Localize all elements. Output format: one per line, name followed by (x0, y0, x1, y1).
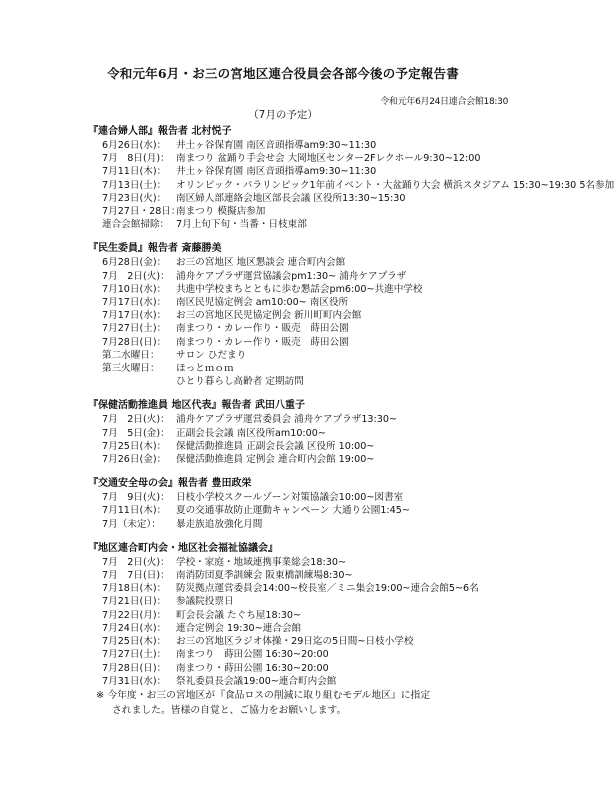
schedule-text: 南まつり 模擬店参加 (176, 206, 266, 218)
schedule-date: 7月18日(木)： (102, 583, 167, 595)
schedule-row (88, 569, 528, 582)
schedule-row (88, 283, 528, 296)
schedule-row (88, 504, 528, 517)
report-section (88, 541, 528, 688)
schedule-date: 7月26日(金)： (102, 454, 167, 466)
schedule-text: 7月上旬下旬・当番・日枝東部 (176, 219, 307, 231)
schedule-row (88, 205, 528, 218)
report-sections (88, 124, 614, 698)
schedule-row (88, 256, 528, 269)
section-header: 『保健活動推進員 地区代表』報告者 武田八重子 (88, 400, 305, 412)
section-header: 『民生委員』報告者 斎藤勝美 (88, 243, 222, 255)
schedule-text: サロン ひだまり (176, 349, 247, 361)
schedule-date: 7月10日(水)： (102, 283, 167, 295)
schedule-text: お三の宮地区 地区懇談会 連合町内会館 (176, 257, 346, 269)
section-header: 『地区連合町内会・地区社会福祉協議会』 (88, 542, 278, 554)
schedule-row (88, 139, 528, 152)
schedule-date: 7月17日(水)： (102, 297, 167, 309)
schedule-date: 7月 5日(金)： (102, 427, 170, 439)
schedule-date: 7月22日(月)： (102, 609, 167, 621)
schedule-text: 連合定例会 19:30~連合会館 (176, 622, 302, 634)
schedule-text: 暴走族追放強化月間 (176, 518, 263, 530)
schedule-date: 7月13日(土)： (102, 179, 167, 191)
schedule-row (88, 179, 614, 192)
report-section (88, 124, 614, 231)
schedule-text: ひとり暮らし高齢者 定期訪問 (176, 376, 304, 388)
schedule-row (88, 609, 528, 622)
schedule-text: お三の宮地区ラジオ体操・29日迄の5日間~日枝小学校 (176, 636, 414, 648)
schedule-text: 共進中学校まちとともに歩む懇話会pm6:00~共進中学校 (176, 283, 423, 295)
schedule-date: 7月11日(木)： (102, 166, 167, 178)
schedule-row (88, 152, 528, 165)
schedule-row (88, 165, 528, 178)
schedule-text: 参議院投票日 (176, 596, 234, 608)
schedule-row (88, 582, 528, 595)
schedule-text: 保健活動推進員 定例会 連合町内会館 19:00~ (176, 454, 375, 466)
schedule-row (88, 322, 528, 335)
schedule-date: 7月17日(水)： (102, 310, 167, 322)
schedule-date: 第三火曜日： (102, 363, 160, 375)
schedule-text: 町会長会議 たぐち屋18:30~ (176, 609, 302, 621)
meeting-date: 令和元年6月24日連合会館18:30 (380, 97, 508, 107)
report-section (88, 476, 528, 531)
schedule-date: 7月27日(土)： (102, 323, 167, 335)
schedule-date: 7月21日(日)： (102, 596, 167, 608)
schedule-row (88, 635, 528, 648)
schedule-date: 連合会館掃除： (102, 219, 170, 231)
schedule-date: 7月27日(土)： (102, 649, 167, 661)
schedule-row (88, 218, 528, 231)
schedule-date: 7月24日(水)： (102, 622, 167, 634)
schedule-date: 7月 9日(火)： (102, 492, 170, 504)
schedule-text: 夏の交通事故防止運動キャンペーン 大通り公園1:45~ (176, 505, 410, 517)
schedule-row (88, 362, 528, 375)
schedule-text: 南まつり・カレー作り・販売 蒔田公園 (176, 336, 349, 348)
schedule-text: 保健活動推進員 正副会長会議 区役所 10:00~ (176, 440, 375, 452)
schedule-date: 第二水曜日： (102, 349, 160, 361)
schedule-row (88, 427, 528, 440)
schedule-text: ほっとｍｏｍ (176, 363, 234, 375)
schedule-text: 南まつり 盆踊り手会せ会 大岡地区センター2Fレクホール9:30~12:00 (176, 153, 481, 165)
schedule-subheading: （7月の予定） (248, 109, 318, 121)
report-section (88, 241, 528, 388)
document-title: 令和元年6月・お三の宮地区連合役員会各部今後の予定報告書 (107, 66, 459, 81)
schedule-text: 南まつり 蒔田公園 16:30~20:00 (176, 649, 329, 661)
schedule-text: 浦舟ケアプラザ運営委員会 浦舟ケアプラザ13:30~ (176, 414, 398, 426)
footnote-line-1: ※ 今年度・お三の宮地区が『食品ロスの削減に取り組むモデル地区』に指定 (96, 690, 431, 701)
schedule-row (88, 595, 528, 608)
schedule-text: 南区婦人部連絡会地区部長会議 区役所13:30~15:30 (176, 192, 406, 204)
section-header: 『交通安全母の会』報告者 豊田政栄 (88, 478, 252, 490)
schedule-text: 日枝小学校スクールゾーン対策協議会10:00~図書室 (176, 492, 404, 504)
schedule-text: 正副会長会議 南区役所am10:00~ (176, 427, 326, 439)
schedule-row (88, 413, 528, 426)
schedule-row (88, 453, 528, 466)
schedule-text: 井土ヶ谷保育園 南区音頭指導am9:30~11:30 (176, 140, 377, 151)
report-section (88, 398, 528, 466)
schedule-text: 浦舟ケアプラザ運営協議会pm1:30~ 浦舟ケアプラザ (176, 270, 407, 282)
schedule-row (88, 491, 528, 504)
schedule-row (88, 192, 528, 205)
schedule-date: 7月28日(日)： (102, 662, 167, 674)
schedule-date: 6月26日(水)： (102, 140, 167, 151)
schedule-text: 防災拠点運営委員会14:00~校長室／ミニ集会19:00~連合会館5~6名 (176, 583, 479, 595)
schedule-row (88, 675, 528, 688)
schedule-date: 7月 8日(月)： (102, 153, 170, 165)
schedule-text: 南消防団夏季訓練会 阪東橋訓練場8:30~ (176, 570, 353, 582)
schedule-text: お三の宮地区民児協定例会 新川町町内会館 (176, 310, 362, 322)
schedule-row (88, 336, 528, 349)
schedule-date: 7月25日(木)： (102, 440, 167, 452)
schedule-text: 南まつり・蒔田公園 16:30~20:00 (176, 662, 329, 674)
schedule-date: 7月23日(火)： (102, 192, 167, 204)
schedule-row (88, 440, 528, 453)
schedule-row (88, 662, 528, 675)
schedule-date: 7月25日(木)： (102, 636, 167, 648)
footnote (96, 688, 496, 718)
schedule-row (88, 518, 528, 531)
schedule-row (88, 648, 528, 661)
schedule-text: 学校・家庭・地域連携事業総会18:30~ (176, 556, 346, 568)
schedule-date: 6月28日(金)： (102, 257, 167, 269)
schedule-date: 7月 2日(火)： (102, 414, 170, 426)
section-header: 『連合婦人部』報告者 北村悦子 (88, 126, 232, 137)
schedule-date: 7月 2日(火)： (102, 556, 170, 568)
footnote-line-2: されました。皆様の自覚と、ご協力をお願いします。 (112, 705, 347, 716)
schedule-row (88, 296, 528, 309)
schedule-row (88, 309, 528, 322)
schedule-date: 7月31日(水)： (102, 675, 167, 687)
schedule-date: 7月 2日(火)： (102, 270, 170, 282)
schedule-date: 7月11日(木)： (102, 505, 167, 517)
schedule-row (88, 556, 528, 569)
schedule-text: オリンピック・パラリンピック1年前イベント・大盆踊り大会 横浜スタジアム 15:30~19:30 5名参加 (176, 179, 614, 191)
schedule-date: 7月（未定）： (102, 518, 161, 530)
schedule-date: 7月 7日(日)： (102, 570, 170, 582)
schedule-text: 南区民児協定例会 am10:00~ 南区役所 (176, 297, 349, 309)
schedule-text: 祭礼委員長会議19:00~連合町内会館 (176, 675, 337, 687)
schedule-text: 井土ヶ谷保育園 南区音頭指導am9:30~11:30 (176, 166, 377, 178)
schedule-row (88, 349, 528, 362)
schedule-row (88, 622, 528, 635)
schedule-text: 南まつり・カレー作り・販売 蒔田公園 (176, 323, 349, 335)
schedule-row (88, 375, 528, 388)
schedule-date: 7月28日(日)： (102, 336, 167, 348)
schedule-row (88, 270, 528, 283)
schedule-date: 7月27日・28日： (102, 206, 181, 218)
